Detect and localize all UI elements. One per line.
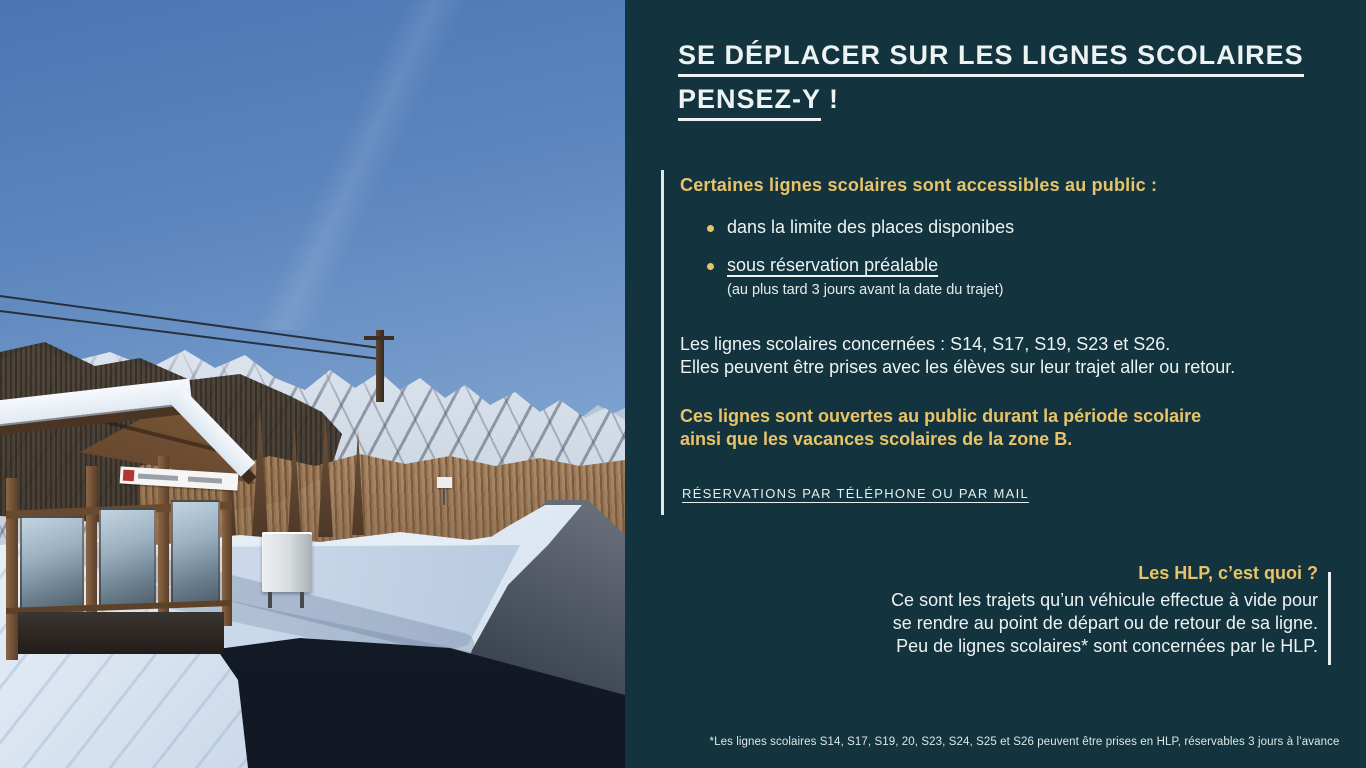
shelter-post xyxy=(6,478,18,660)
reservations-link[interactable]: RÉSERVATIONS PAR TÉLÉPHONE OU PAR MAIL xyxy=(682,486,1030,501)
page-title-line2 xyxy=(678,84,839,115)
shelter-interior-shadow xyxy=(18,612,224,654)
bullet-dot-icon xyxy=(707,263,714,270)
bullet-note: (au plus tard 3 jours avant la date du trajet) xyxy=(727,282,1004,298)
shelter-glass-panel xyxy=(99,508,156,608)
info-panel xyxy=(625,0,1366,768)
bullet-text-underlined: sous réservation préalable xyxy=(727,255,939,275)
hlp-line2: se rendre au point de départ ou de retour de sa ligne. xyxy=(892,613,1318,633)
utility-pole xyxy=(376,330,384,402)
bullet-item-reservation xyxy=(707,255,938,276)
bullet-item-places xyxy=(707,217,1014,238)
bus-stop-sign-logo xyxy=(123,470,135,482)
lines-concerned-paragraph xyxy=(680,333,1235,379)
bullet-text: dans la limite des places disponibes xyxy=(727,217,1015,237)
page-title-line1-text: SE DÉPLACER SUR LES LIGNES SCOLAIRES xyxy=(678,40,1304,77)
footnote: *Les lignes scolaires S14, S17, S19, 20, S23, S24, S25 et S26 peuvent être prises en HLP, réservables 3 jours à l’avance xyxy=(709,736,1340,748)
shelter-glass-panel xyxy=(171,500,220,604)
page-title-line1 xyxy=(678,40,1304,71)
lines-concerned-line1: Les lignes scolaires concernées : S14, S17, S19, S23 et S26. xyxy=(680,334,1171,354)
page-title-line2-underlined: PENSEZ-Y xyxy=(678,84,821,121)
utility-pole-crossarm xyxy=(364,336,394,340)
distant-road-sign-post xyxy=(443,488,445,505)
bus-shelter xyxy=(0,378,274,678)
bullet-dot-icon xyxy=(707,225,714,232)
hlp-line1: Ce sont les trajets qu’un véhicule effectue à vide pour xyxy=(891,590,1318,610)
bus-stop-sign-text xyxy=(138,474,178,481)
hlp-section-heading: Les HLP, c’est quoi ? xyxy=(1138,563,1318,583)
utility-cabinet xyxy=(262,532,312,592)
distant-road-sign xyxy=(437,477,452,488)
hlp-paragraph xyxy=(891,589,1318,658)
left-accent-bar xyxy=(661,170,664,515)
shelter-glass-panel xyxy=(20,516,84,612)
utility-cabinet-leg xyxy=(268,592,272,608)
lines-concerned-line2: Elles peuvent être prises avec les élèves sur leur trajet aller ou retour. xyxy=(680,357,1236,377)
bus-stop-sign-text xyxy=(188,477,222,484)
right-accent-bar xyxy=(1328,572,1331,665)
section-heading-public-access: Certaines lignes scolaires sont accessibles au public : xyxy=(680,175,1158,195)
open-period-line2: ainsi que les vacances scolaires de la zone B. xyxy=(680,429,1073,449)
hlp-line3: Peu de lignes scolaires* sont concernées par le HLP. xyxy=(896,636,1318,656)
cloud-wisp xyxy=(220,0,480,330)
page-title-line2-suffix: ! xyxy=(820,84,840,114)
open-period-highlight xyxy=(680,405,1201,451)
winter-bus-stop-photo xyxy=(0,0,625,768)
utility-cabinet-leg xyxy=(300,592,304,608)
open-period-line1: Ces lignes sont ouvertes au public durant la période scolaire xyxy=(680,406,1202,426)
